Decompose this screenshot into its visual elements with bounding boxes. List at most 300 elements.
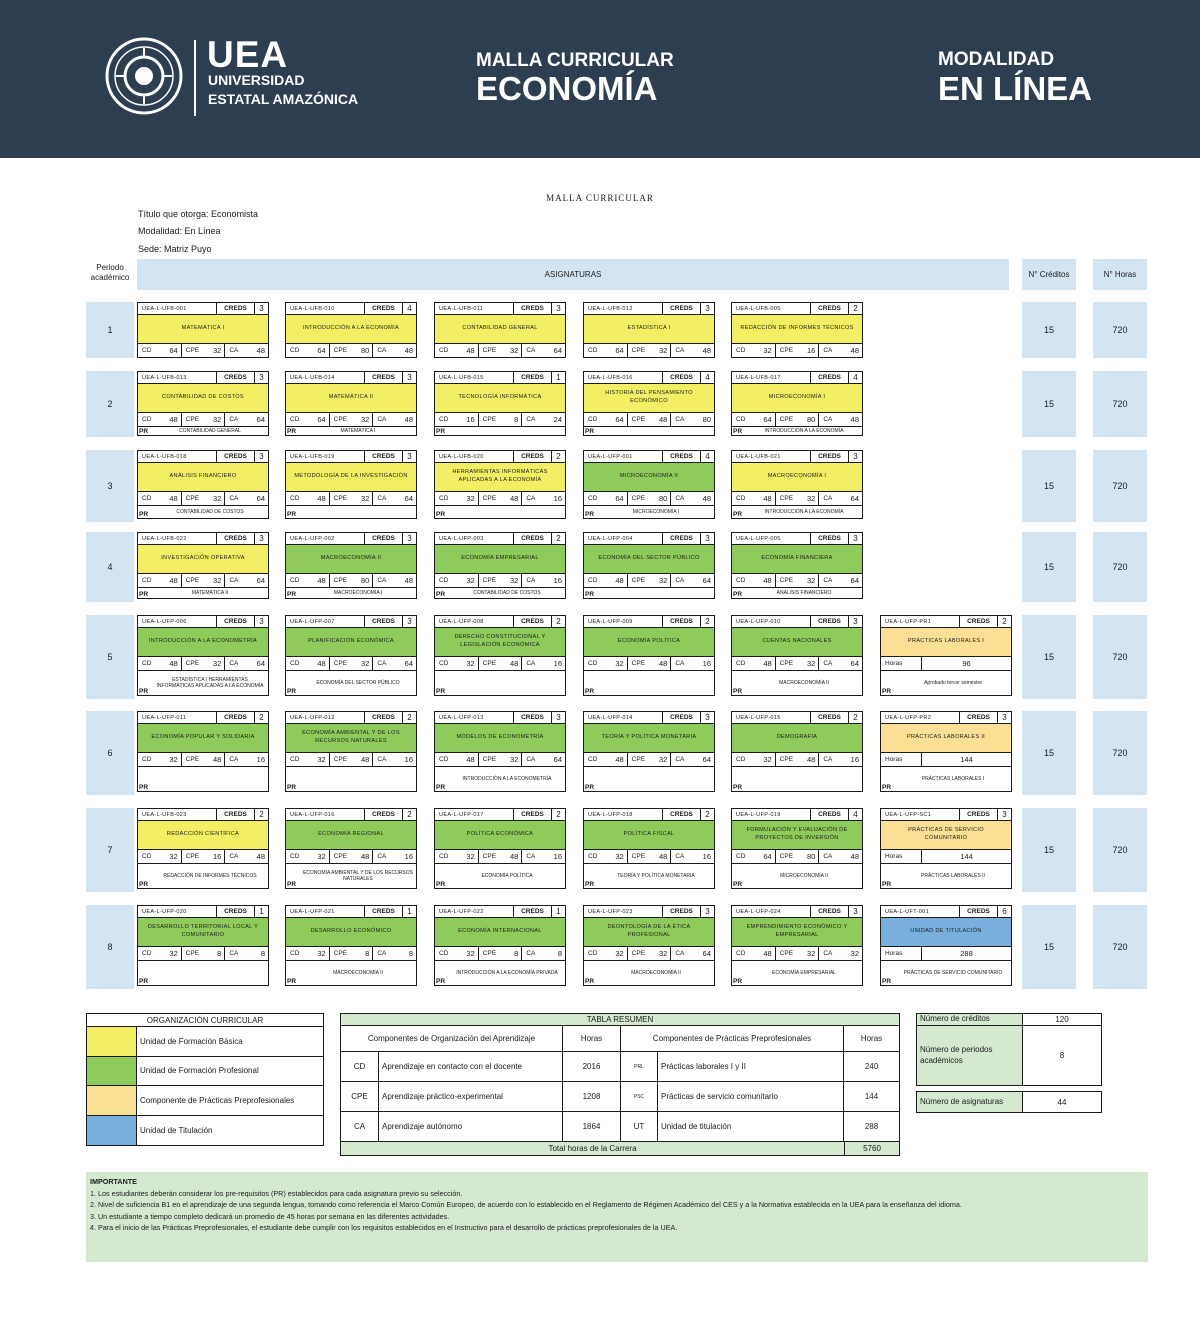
prerequisite-value: ECONOMÍA AMBIENTAL Y DE LOS RECURSOS NATURALES bbox=[303, 870, 413, 882]
summary-hours: 1208 bbox=[563, 1082, 621, 1111]
hours-value-cd: 48 bbox=[317, 659, 326, 668]
course-card[interactable] bbox=[583, 302, 715, 358]
hours-value-cpe: 80 bbox=[807, 852, 816, 861]
course-card[interactable] bbox=[285, 532, 417, 599]
course-hours-row bbox=[881, 850, 1011, 863]
summary-prac-hours: 288 bbox=[864, 1122, 879, 1131]
prerequisite-row bbox=[138, 587, 268, 598]
hours-value-cpe: 32 bbox=[361, 494, 370, 503]
prerequisite-label: PR bbox=[882, 784, 892, 791]
course-card[interactable] bbox=[434, 808, 566, 889]
hours-cell-ca bbox=[670, 947, 714, 960]
hours-label-ca: CA bbox=[823, 577, 833, 584]
course-card[interactable] bbox=[434, 711, 566, 792]
hours-cell-ca bbox=[670, 492, 714, 505]
hours-label-cd: CD bbox=[439, 577, 449, 584]
course-name: METODOLOGÍA DE LA INVESTIGACIÓN bbox=[286, 463, 416, 492]
course-hours-row bbox=[286, 574, 416, 587]
hours-label-ca: CA bbox=[377, 756, 387, 763]
prerequisite-row bbox=[435, 960, 565, 985]
period-hours: 720 bbox=[1093, 905, 1147, 989]
course-card[interactable] bbox=[434, 450, 566, 519]
credits-value: 2 bbox=[254, 712, 268, 723]
hours-cell-ca bbox=[818, 574, 862, 587]
course-card[interactable] bbox=[583, 808, 715, 889]
hours-cell-cd bbox=[732, 753, 775, 766]
hours-cell-cpe bbox=[329, 492, 373, 505]
modality-info: Modalidad: En Línea bbox=[138, 226, 221, 236]
hours-label-cpe: CPE bbox=[333, 756, 348, 763]
credits-value: 6 bbox=[997, 906, 1011, 917]
prerequisite-row bbox=[881, 670, 1011, 695]
hours-label-cpe: CPE bbox=[333, 853, 348, 860]
hours-label-ca: CA bbox=[229, 660, 239, 667]
prerequisite-value: MACROECONOMÍA II bbox=[779, 680, 829, 686]
course-code: UEA-L-UFB-016 bbox=[588, 374, 633, 381]
hours-label-cpe: CPE bbox=[185, 577, 200, 584]
hours-value-cpe: 48 bbox=[510, 494, 519, 503]
course-header bbox=[138, 451, 268, 463]
hours-cell-cpe bbox=[181, 344, 225, 357]
credits-value: 3 bbox=[700, 303, 714, 314]
period-number: 6 bbox=[86, 711, 134, 795]
prerequisite-row bbox=[584, 505, 714, 518]
hours-cell-cd bbox=[732, 574, 775, 587]
course-card[interactable] bbox=[137, 532, 269, 599]
hours-value-ca: 16 bbox=[553, 494, 563, 503]
hours-value-cd: 64 bbox=[615, 415, 624, 424]
legend-label: Componente de Prácticas Preprofesionales bbox=[140, 1095, 295, 1105]
university-seal-icon bbox=[104, 36, 184, 116]
hours-cell-cpe bbox=[627, 947, 671, 960]
hours-value-ca: 64 bbox=[850, 576, 860, 585]
credits-value: 3 bbox=[254, 533, 268, 544]
plan-label: MALLA CURRICULAR bbox=[476, 50, 674, 71]
prerequisite-value bbox=[746, 767, 862, 791]
hours-label-cpe: CPE bbox=[333, 347, 348, 354]
prerequisite-row bbox=[732, 766, 862, 791]
credits-label: CREDS bbox=[216, 906, 254, 917]
prerequisite-value: TEORÍA Y POLÍTICA MONETARIA bbox=[617, 873, 695, 879]
hours-cell-cd bbox=[732, 850, 775, 863]
course-code: UEA-L-UFP-023 bbox=[588, 908, 633, 915]
prerequisite-label: PR bbox=[733, 688, 743, 695]
hours-cell-cd bbox=[138, 574, 181, 587]
hours-value-cpe: 16 bbox=[213, 852, 222, 861]
hours-cell-ca bbox=[818, 753, 862, 766]
hours-label-cd: CD bbox=[290, 495, 300, 502]
course-code: UEA-L-UFP-PR1 bbox=[885, 618, 932, 625]
credits-value: 1 bbox=[402, 906, 416, 917]
prerequisite-label: PR bbox=[139, 881, 149, 888]
course-name: HISTORIA DEL PENSAMIENTO ECONÓMICO bbox=[584, 384, 714, 413]
hours-cell-cpe bbox=[775, 344, 819, 357]
course-code: UEA-L-UFP-024 bbox=[736, 908, 781, 915]
course-card[interactable] bbox=[285, 450, 417, 519]
course-card[interactable] bbox=[434, 905, 566, 986]
course-code: UEA-L-UFB-021 bbox=[736, 453, 781, 460]
hours-value-ca: 48 bbox=[850, 852, 860, 861]
course-header bbox=[435, 809, 565, 821]
hours-value-cpe: 48 bbox=[213, 755, 222, 764]
course-card[interactable] bbox=[583, 371, 715, 436]
summary-hours: 2016 bbox=[563, 1052, 621, 1081]
course-hours-row bbox=[732, 344, 862, 357]
course-name: INTRODUCCIÓN A LA ECONOMETRÍA bbox=[138, 628, 268, 657]
period-number: 5 bbox=[86, 615, 134, 699]
course-card[interactable] bbox=[880, 711, 1012, 792]
course-card[interactable] bbox=[137, 302, 269, 358]
hours-value-ca: 64 bbox=[256, 576, 266, 585]
course-card[interactable] bbox=[731, 615, 863, 696]
totals-credits-row bbox=[916, 1013, 1102, 1026]
course-card[interactable] bbox=[137, 808, 269, 889]
hours-cell-ca bbox=[521, 947, 565, 960]
prerequisite-row bbox=[881, 766, 1011, 791]
credits-value: 2 bbox=[402, 809, 416, 820]
course-card[interactable] bbox=[583, 615, 715, 696]
credits-label: CREDS bbox=[216, 372, 254, 383]
hours-cell-cpe bbox=[181, 947, 225, 960]
hours-value-cd: 32 bbox=[466, 852, 475, 861]
period-credits: 15 bbox=[1022, 905, 1076, 989]
course-card[interactable] bbox=[731, 302, 863, 358]
hours-label-cd: CD bbox=[290, 950, 300, 957]
course-code: UEA-L-UFT-001 bbox=[885, 908, 929, 915]
course-card[interactable] bbox=[285, 905, 417, 986]
course-header bbox=[138, 372, 268, 384]
course-hours-row bbox=[584, 850, 714, 863]
prerequisite-value: ESTADÍSTICA I HERRAMIENTAS INFORMÁTICAS APLICADAS A LA ECONOMÍA bbox=[156, 677, 264, 689]
prerequisite-label: PR bbox=[733, 881, 743, 888]
credits-value: 2 bbox=[700, 809, 714, 820]
hours-value-cd: 32 bbox=[169, 949, 178, 958]
hours-cell-cpe bbox=[181, 413, 225, 426]
note-item: 1. Los estudiantes deberán considerar los pre-requisitos (PR) establecidos para cada asignatura previo su selección. bbox=[90, 1188, 463, 1198]
course-card[interactable] bbox=[434, 532, 566, 599]
hours-cell-cpe bbox=[181, 850, 225, 863]
course-header bbox=[881, 906, 1011, 918]
hours-cell-cpe bbox=[775, 947, 819, 960]
course-hours-row bbox=[435, 657, 565, 670]
credits-label: CREDS bbox=[216, 712, 254, 723]
hours-value-cpe: 32 bbox=[659, 755, 668, 764]
course-card[interactable] bbox=[583, 450, 715, 519]
hours-cell-cd bbox=[732, 657, 775, 670]
prerequisite-value: MACROECONOMÍA II bbox=[333, 970, 383, 976]
course-card[interactable] bbox=[731, 808, 863, 889]
prerequisite-label: PR bbox=[733, 591, 743, 598]
prerequisite-label: PR bbox=[436, 784, 446, 791]
hours-value-ca: 16 bbox=[702, 659, 712, 668]
credits-value: 2 bbox=[997, 616, 1011, 627]
hours-cell-cd bbox=[138, 344, 181, 357]
prerequisite-row bbox=[435, 426, 565, 435]
course-code: UEA-L-UFB-011 bbox=[439, 305, 484, 312]
course-name: EMPRENDIMIENTO ECONÓMICO Y EMPRESARIAL bbox=[732, 918, 862, 947]
course-card[interactable] bbox=[434, 371, 566, 436]
credits-label: CREDS bbox=[810, 533, 848, 544]
prerequisite-value bbox=[598, 588, 714, 598]
course-header bbox=[881, 809, 1011, 821]
course-header bbox=[138, 533, 268, 545]
prerequisite-label: PR bbox=[287, 784, 297, 791]
summary-header-row bbox=[341, 1026, 899, 1052]
course-name: ECONOMÍA INTERNACIONAL bbox=[435, 918, 565, 947]
totals-credits-value: 120 bbox=[1055, 1015, 1069, 1024]
hours-cell-cpe bbox=[478, 492, 522, 505]
hours-label: Horas bbox=[885, 853, 903, 860]
credits-label: CREDS bbox=[364, 906, 402, 917]
course-name: ECONOMÍA REGIONAL bbox=[286, 821, 416, 850]
course-header bbox=[584, 712, 714, 724]
course-card[interactable] bbox=[285, 302, 417, 358]
course-card[interactable] bbox=[731, 711, 863, 792]
course-card[interactable] bbox=[583, 532, 715, 599]
hours-value-cpe: 80 bbox=[659, 494, 668, 503]
course-hours-row bbox=[138, 344, 268, 357]
hours-cell-cpe bbox=[627, 753, 671, 766]
hours-label-ca: CA bbox=[675, 950, 685, 957]
course-card[interactable] bbox=[731, 905, 863, 986]
hours-value-ca: 64 bbox=[256, 415, 266, 424]
course-header bbox=[435, 372, 565, 384]
course-code: UEA-L-UFP-SC1 bbox=[885, 811, 932, 818]
course-code: UEA-L-UFP-011 bbox=[142, 714, 187, 721]
course-hours-row bbox=[435, 492, 565, 505]
credits-value: 2 bbox=[254, 809, 268, 820]
period-hours: 720 bbox=[1093, 371, 1147, 437]
hours-value-ca: 48 bbox=[850, 346, 860, 355]
period-credits: 15 bbox=[1022, 532, 1076, 602]
course-header bbox=[732, 303, 862, 315]
hours-label-cpe: CPE bbox=[482, 756, 497, 763]
course-card[interactable] bbox=[880, 615, 1012, 696]
hours-label-ca: CA bbox=[229, 577, 239, 584]
course-card[interactable] bbox=[731, 371, 863, 436]
course-card[interactable] bbox=[137, 711, 269, 792]
course-name: FORMULACIÓN Y EVALUACIÓN DE PROYECTOS DE INVERSIÓN bbox=[732, 821, 862, 850]
hours-label-cpe: CPE bbox=[631, 660, 646, 667]
hours-value-ca: 16 bbox=[553, 576, 563, 585]
hours-label-cd: CD bbox=[588, 660, 598, 667]
career-title: ECONOMÍA bbox=[476, 70, 658, 107]
credits-value: 2 bbox=[402, 712, 416, 723]
course-card[interactable] bbox=[285, 371, 417, 436]
hours-cell-ca bbox=[521, 574, 565, 587]
hours-value-cpe: 48 bbox=[659, 659, 668, 668]
course-header bbox=[584, 906, 714, 918]
legend-row bbox=[87, 1116, 323, 1146]
hours-label-ca: CA bbox=[823, 853, 833, 860]
course-code: UEA-L-UFB-015 bbox=[439, 374, 484, 381]
hours-value-cd: 64 bbox=[317, 415, 326, 424]
course-card[interactable] bbox=[137, 371, 269, 436]
course-card[interactable] bbox=[731, 532, 863, 599]
period-credits: 15 bbox=[1022, 450, 1076, 522]
hours-label-cpe: CPE bbox=[631, 950, 646, 957]
prerequisite-value bbox=[598, 671, 714, 695]
course-header bbox=[881, 712, 1011, 724]
summary-abbr: CD bbox=[341, 1052, 379, 1081]
course-card[interactable] bbox=[731, 450, 863, 519]
hours-value: 96 bbox=[921, 657, 1011, 670]
hours-label-cd: CD bbox=[290, 347, 300, 354]
hours-label-cpe: CPE bbox=[333, 950, 348, 957]
prerequisite-row bbox=[435, 587, 565, 598]
course-name: MATEMÁTICA I bbox=[138, 315, 268, 344]
course-code: UEA-L-UFB-005 bbox=[736, 305, 781, 312]
credits-label: CREDS bbox=[810, 712, 848, 723]
hours-label-ca: CA bbox=[229, 495, 239, 502]
hours-value: 288 bbox=[921, 947, 1011, 960]
hours-cell-ca bbox=[818, 344, 862, 357]
summary-prac-desc: Prácticas laborales I y II bbox=[658, 1052, 844, 1081]
course-card[interactable] bbox=[285, 615, 417, 696]
course-card[interactable] bbox=[285, 808, 417, 889]
prerequisite-row bbox=[138, 863, 268, 888]
hours-value-cd: 32 bbox=[615, 659, 624, 668]
course-card[interactable] bbox=[137, 450, 269, 519]
course-card[interactable] bbox=[434, 302, 566, 358]
course-code: UEA-L-UFP-013 bbox=[439, 714, 484, 721]
course-header bbox=[584, 809, 714, 821]
prerequisite-row bbox=[435, 863, 565, 888]
hours-cell-cpe bbox=[775, 850, 819, 863]
course-card[interactable] bbox=[137, 905, 269, 986]
course-hours-row bbox=[286, 413, 416, 426]
prerequisite-label: PR bbox=[139, 688, 149, 695]
hours-cell-cpe bbox=[775, 657, 819, 670]
course-hours-row bbox=[584, 492, 714, 505]
hours-value-ca: 48 bbox=[256, 346, 266, 355]
course-header bbox=[584, 533, 714, 545]
hours-cell-cd bbox=[435, 947, 478, 960]
course-hours-row bbox=[584, 413, 714, 426]
hours-value-cpe: 48 bbox=[807, 755, 816, 764]
summary-prac-desc: Unidad de titulación bbox=[658, 1112, 844, 1141]
period-credits: 15 bbox=[1022, 808, 1076, 892]
hours-label-cpe: CPE bbox=[333, 577, 348, 584]
course-card[interactable] bbox=[583, 711, 715, 792]
summary-header-org: Componentes de Organización del Aprendizaje bbox=[341, 1026, 563, 1051]
hours-value-cd: 32 bbox=[466, 576, 475, 585]
hours-cell-cd bbox=[435, 492, 478, 505]
hours-cell-ca bbox=[372, 413, 416, 426]
hours-cell-ca bbox=[224, 657, 268, 670]
hours-cell-cd bbox=[584, 574, 627, 587]
column-header-period: Periodo académico bbox=[90, 263, 130, 282]
hours-cell-cd bbox=[286, 574, 329, 587]
course-name: CONTABILIDAD DE COSTOS bbox=[138, 384, 268, 413]
hours-cell-cd bbox=[435, 657, 478, 670]
hours-value-cd: 32 bbox=[466, 494, 475, 503]
hours-label-cpe: CPE bbox=[631, 577, 646, 584]
course-card[interactable] bbox=[285, 711, 417, 792]
course-name: PRÁCTICAS LABORALES I bbox=[881, 628, 1011, 657]
course-card[interactable] bbox=[880, 905, 1012, 986]
hours-label-ca: CA bbox=[526, 660, 536, 667]
course-header bbox=[584, 372, 714, 384]
credits-label: CREDS bbox=[810, 906, 848, 917]
hours-label-cd: CD bbox=[736, 756, 746, 763]
hours-label-cd: CD bbox=[588, 577, 598, 584]
course-code: UEA-L-UFP-018 bbox=[588, 811, 633, 818]
course-name: PLANIFICACIÓN ECONÓMICA bbox=[286, 628, 416, 657]
page-header bbox=[0, 0, 1200, 158]
hours-value-ca: 32 bbox=[850, 949, 860, 958]
course-header bbox=[138, 906, 268, 918]
prerequisite-value: PRÁCTICAS DE SERVICIO COMUNITARIO bbox=[903, 970, 1003, 976]
hours-label-cpe: CPE bbox=[185, 660, 200, 667]
course-card[interactable] bbox=[434, 615, 566, 696]
hours-label-ca: CA bbox=[823, 495, 833, 502]
prerequisite-value: MICROECONOMÍA I bbox=[632, 509, 680, 515]
hours-value-cd: 32 bbox=[615, 852, 624, 861]
course-hours-row bbox=[138, 947, 268, 960]
course-header bbox=[732, 372, 862, 384]
course-name: CUENTAS NACIONALES bbox=[732, 628, 862, 657]
hours-label-cpe: CPE bbox=[779, 347, 794, 354]
hours-label-cpe: CPE bbox=[779, 577, 794, 584]
hours-value-cpe: 32 bbox=[213, 659, 222, 668]
hours-cell-ca bbox=[224, 492, 268, 505]
credits-value: 4 bbox=[848, 372, 862, 383]
hours-label-cd: CD bbox=[439, 495, 449, 502]
hours-cell-ca bbox=[818, 657, 862, 670]
summary-desc: Aprendizaje práctico-experimental bbox=[379, 1082, 563, 1111]
hours-value-cd: 48 bbox=[169, 576, 178, 585]
course-card[interactable] bbox=[137, 615, 269, 696]
course-card[interactable] bbox=[583, 905, 715, 986]
hours-cell-cpe bbox=[329, 413, 373, 426]
hours-value-cd: 32 bbox=[466, 949, 475, 958]
hours-cell-cd bbox=[584, 850, 627, 863]
credits-label: CREDS bbox=[662, 809, 700, 820]
course-name: MICROECONOMÍA I bbox=[732, 384, 862, 413]
hours-cell-ca bbox=[670, 850, 714, 863]
notes-title: IMPORTANTE bbox=[90, 1177, 137, 1186]
hours-value-cpe: 8 bbox=[365, 949, 370, 958]
course-name: ECONOMÍA DEL SECTOR PÚBLICO bbox=[584, 545, 714, 574]
hours-label-cd: CD bbox=[142, 756, 152, 763]
hours-cell-cpe bbox=[329, 947, 373, 960]
course-header bbox=[286, 303, 416, 315]
course-name: DESARROLLO ECONÓMICO bbox=[286, 918, 416, 947]
hours-value-cpe: 48 bbox=[361, 755, 370, 764]
course-header bbox=[286, 451, 416, 463]
hours-cell-ca bbox=[818, 947, 862, 960]
hours-cell-cd bbox=[286, 947, 329, 960]
hours-label-ca: CA bbox=[526, 950, 536, 957]
credits-label: CREDS bbox=[810, 451, 848, 462]
course-card[interactable] bbox=[880, 808, 1012, 889]
credits-value: 3 bbox=[700, 712, 714, 723]
hours-label-cpe: CPE bbox=[779, 950, 794, 957]
hours-value-cd: 48 bbox=[317, 494, 326, 503]
hours-label-cd: CD bbox=[588, 347, 598, 354]
prerequisite-row bbox=[584, 766, 714, 791]
hours-cell-cd bbox=[138, 657, 181, 670]
course-code: UEA-L-UFP-017 bbox=[439, 811, 484, 818]
hours-label-cd: CD bbox=[439, 660, 449, 667]
prerequisite-label: PR bbox=[585, 591, 595, 598]
hours-value-ca: 48 bbox=[404, 346, 414, 355]
summary-header-hours-2: Horas bbox=[860, 1034, 883, 1043]
hours-cell-ca bbox=[670, 657, 714, 670]
credits-value: 3 bbox=[254, 372, 268, 383]
hours-label-ca: CA bbox=[675, 347, 685, 354]
